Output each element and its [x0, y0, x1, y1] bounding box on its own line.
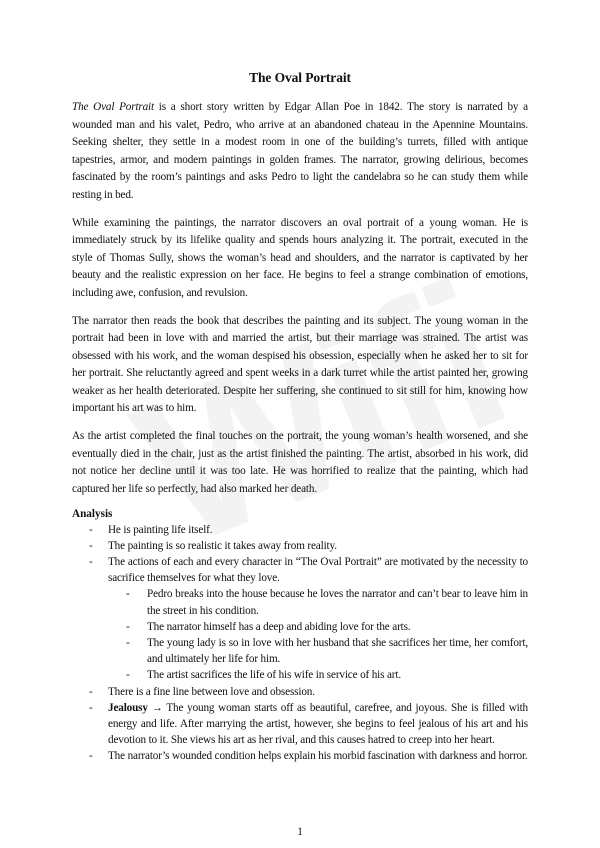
dash-bullet: -: [126, 636, 130, 649]
sub-list-item: - The narrator himself has a deep and abiding love for the arts.: [108, 619, 528, 635]
document-title: The Oval Portrait: [249, 70, 351, 85]
document-body: [72, 70, 528, 765]
dash-bullet: -: [89, 685, 93, 698]
list-item: - The painting is so realistic it takes away from reality.: [72, 538, 528, 554]
sub-list-item: - The young lady is so in love with her husband that she sacrifices her time, her comfort, and ultimately her life for him.: [126, 636, 528, 666]
dash-bullet: -: [89, 701, 93, 714]
dash-bullet: -: [126, 669, 130, 682]
list-item: - The actions of each and every character in “The Oval Portrait” are motivated by the necessity to sacrifice themselves for what they love. - Pedro breaks into the house because he loves the narrator and can’t bear to leave him in the street in his condition. - The narrator himself has a deep and abiding love for the arts. - The young lady is so in love with her husband that she sacrifices her time, her comfort, and ultimately her life for him. - The artist sacrifices the life of his wife in service of his art.: [72, 554, 528, 684]
dash-bullet: -: [89, 750, 93, 763]
paragraph-backstory: The narrator then reads the book that describes the painting and its subject. The young woman in the portrait had been in love with and married the artist, but their marriage was strained. The artist was obsessed with his work, and the woman despised his obsession, especially when he asked her to sit for her portrait. She reluctantly agreed and spent weeks in a dark turret while the artist painted her, growing weaker as her health deteriorated. Despite her suffering, she continued to sit still for him, knowing how important his art was to him.: [72, 314, 528, 414]
sub-list-item: - The artist sacrifices the life of his wife in service of his art.: [108, 667, 528, 683]
sacrifice-sub-list: [108, 586, 528, 683]
analysis-list: [72, 522, 528, 765]
dash-bullet: -: [126, 588, 130, 601]
paragraph-intro: [72, 99, 528, 204]
page-number: 1: [297, 826, 303, 838]
list-item: - He is painting life itself.: [72, 522, 528, 538]
dash-bullet: -: [126, 620, 130, 633]
paragraph-intro-text: is a short story written by Edgar Allan Poe in 1842. The story is narrated by a wounded man and his valet, Pedro, who arrive at an abandoned chateau in the Apennine Mountains. Seeking shelter, they settle in a modest room in one of the building’s turrets, filled with antique tapestries, armor, and modern paintings in golden frames. The narrator, growing delirious, becomes fascinated by the room’s paintings and asks Pedro to light the candelabra so he can study them while resting in bed.: [72, 101, 528, 201]
dash-bullet: -: [89, 555, 93, 568]
list-item-jealousy: - Jealousy → The young woman starts off as beautiful, carefree, and joyous. She is filled with energy and life. After marrying the artist, however, she begins to feel jealous of his art and his devotion to it. She views his art as her rival, and this causes hatred to creep into her heart.: [89, 701, 528, 747]
sub-list-item: - Pedro breaks into the house because he loves the narrator and can’t bear to leave him in the street in his condition.: [126, 588, 528, 617]
list-item: - There is a fine line between love and obsession.: [72, 684, 528, 700]
paragraph-ending: As the artist completed the final touches on the portrait, the young woman’s health worsened, and she eventually died in the chair, just as the artist finished the painting. The artist, absorbed in his work, did not notice her decline until it was too late. He was horrified to realize that the painting, which had captured her life so perfectly, had also marked her death.: [72, 430, 528, 495]
arrow-glyph: →: [147, 701, 167, 714]
jealousy-label: Jealousy: [108, 701, 148, 714]
dash-bullet: -: [89, 523, 93, 536]
analysis-heading: Analysis: [72, 507, 113, 520]
story-title-italic: The Oval Portrait: [72, 101, 154, 113]
paragraph-discovery: While examining the paintings, the narrator discovers an oval portrait of a young woman. He is immediately struck by its lifelike quality and spends hours analyzing it. The portrait, executed in the style of Thomas Sully, shows the woman’s head and shoulders, and the narrator is captivated by her beauty and the realistic expression on her face. He begins to feel a strange combination of emotions, including awe, confusion, and revulsion.: [72, 216, 528, 299]
list-item: - The narrator’s wounded condition helps explain his morbid fascination with darkness and horror.: [72, 748, 528, 764]
dash-bullet: -: [89, 539, 93, 552]
